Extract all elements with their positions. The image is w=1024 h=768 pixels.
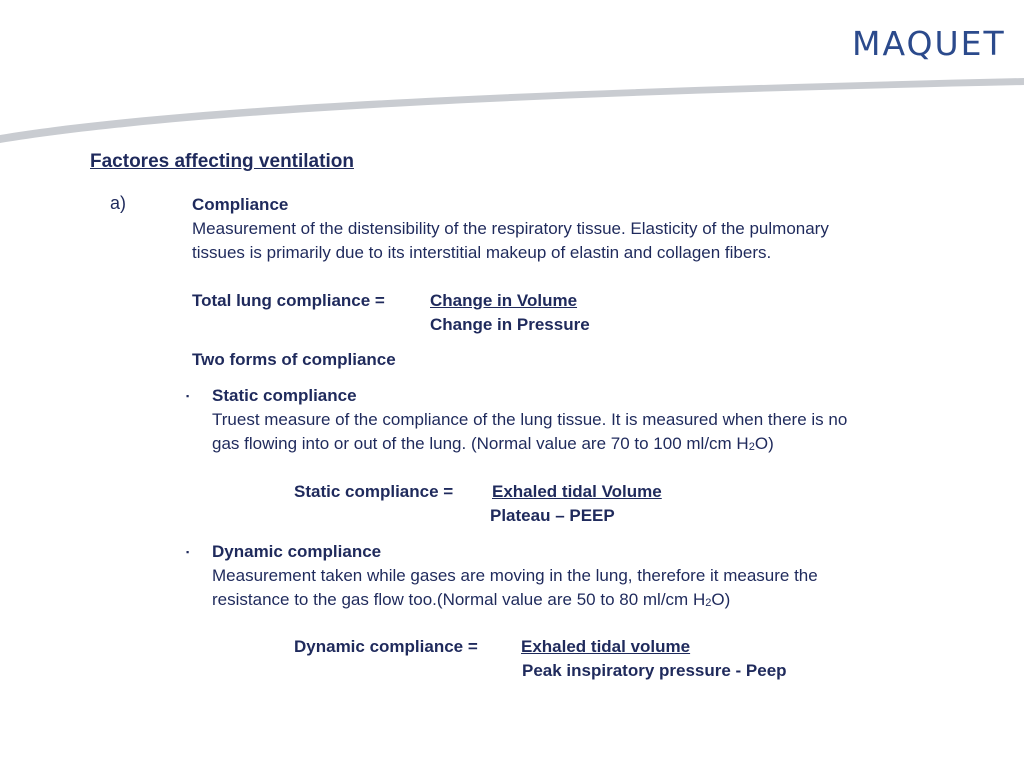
two-forms-heading: Two forms of compliance — [192, 350, 396, 369]
section-marker: a) — [110, 193, 127, 213]
dynamic-description-line2: resistance to the gas flow too.(Normal value are 50 to 80 ml/cm $H_2O$) — [212, 590, 731, 609]
dynamic-formula-numerator: Exhaled tidal volume — [521, 637, 691, 656]
static-formula-denominator: Plateau – PEEP — [490, 506, 615, 525]
dynamic-description-line1: Measurement taken while gases are moving in the lung, therefore it measure the — [212, 566, 818, 585]
dynamic-heading: Dynamic compliance — [212, 542, 382, 561]
header-swoosh — [0, 0, 1024, 150]
static-formula-label: Static compliance = — [294, 482, 454, 501]
static-description-line2: gas flowing into or out of the lung. (Normal value are 70 to 100 ml/cm $H_2O$) — [212, 434, 774, 453]
compliance-description-line2: tissues is primarily due to its interstitial makeup of elastin and collagen fibers. — [192, 243, 772, 262]
compliance-heading: Compliance — [192, 195, 289, 214]
dynamic-bullet-icon: ▪ — [186, 547, 190, 557]
static-heading: Static compliance — [212, 386, 357, 405]
static-description-line1: Truest measure of the compliance of the lung tissue. It is measured when there is no — [212, 410, 848, 429]
total-compliance-label: Total lung compliance = — [192, 291, 385, 310]
dynamic-formula-denominator: Peak inspiratory pressure - Peep — [522, 661, 787, 680]
total-compliance-denominator: Change in Pressure — [430, 315, 590, 334]
dynamic-formula-label: Dynamic compliance = — [294, 637, 478, 656]
compliance-description-line1: Measurement of the distensibility of the respiratory tissue. Elasticity of the pulmonary — [192, 219, 829, 238]
maquet-logo: MAQUET — [852, 24, 1006, 63]
static-bullet-icon: ▪ — [186, 391, 190, 401]
static-formula-numerator: Exhaled tidal Volume — [492, 482, 662, 501]
slide-title: Factores affecting ventilation — [90, 151, 354, 172]
total-compliance-numerator: Change in Volume — [430, 291, 578, 310]
